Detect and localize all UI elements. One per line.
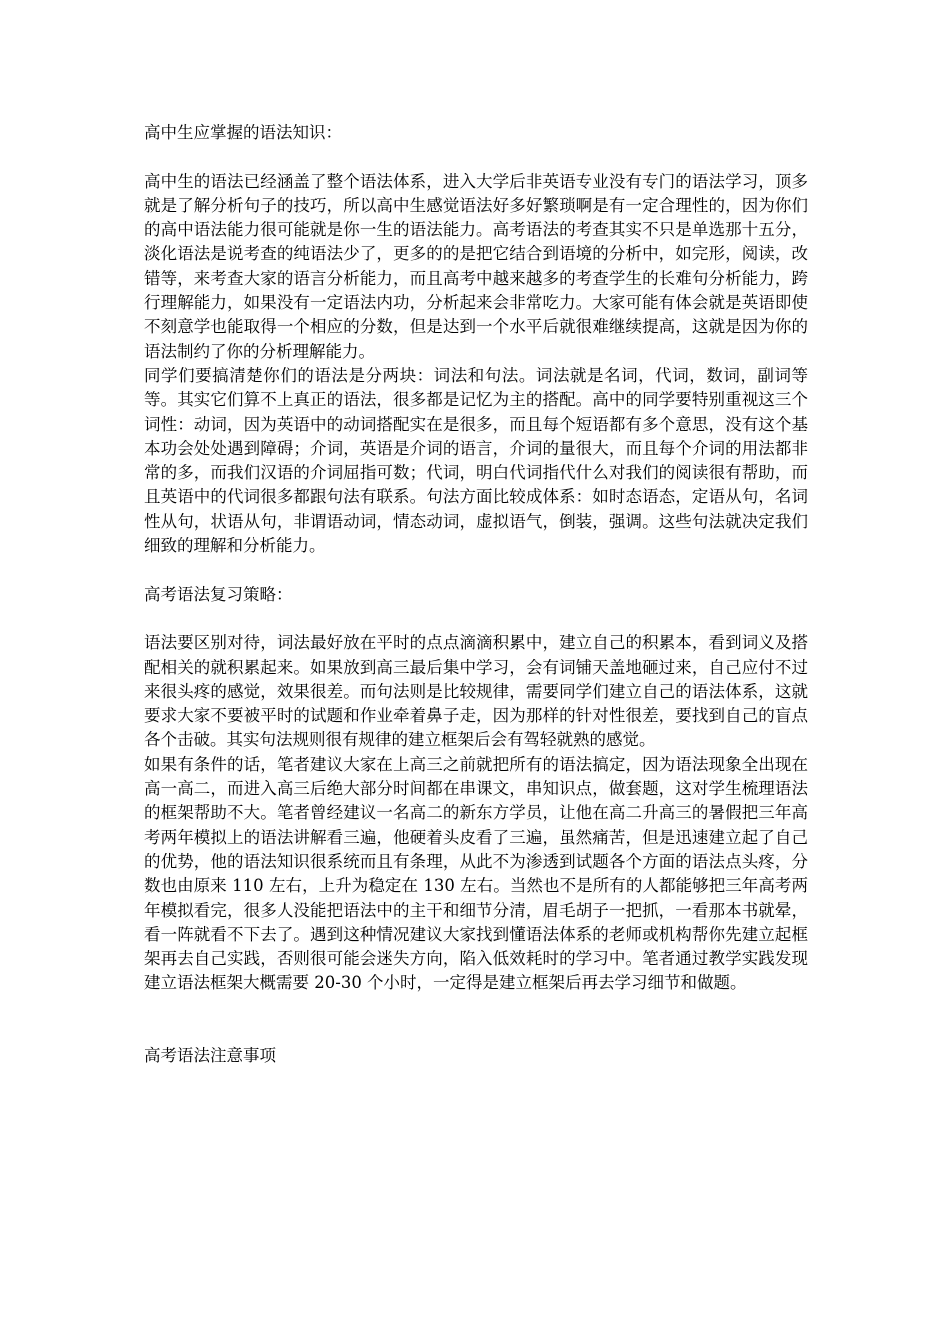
spacer bbox=[144, 145, 808, 169]
paragraph-review-method: 语法要区别对待，词法最好放在平时的点点滴滴积累中，建立自己的积累本，看到词义及搭配相关的就积累起来。如果放到高三最后集中学习，会有词铺天盖地砸过来，自己应付不过来很头疼的感觉，效果很差。而句法则是比较规律，需要同学们建立自己的语法体系，这就要求大家不要被平时的试题和作业牵着鼻子走，因为那样的针对性很差，要找到自己的盲点各个击破。其实句法规则很有规律的建立框架后会有驾轻就熟的感觉。 bbox=[144, 633, 808, 750]
section-heading-notes: 高考语法注意事项 bbox=[144, 1046, 276, 1066]
paragraph-author-advice: 如果有条件的话，笔者建议大家在上高三之前就把所有的语法搞定，因为语法现象全出现在高一高二，而进入高三后绝大部分时间都在串课文，串知识点，做套题，这对学生梳理语法的框架帮助不大。笔者曾经建议一名高二的新东方学员，让他在高二升高三的暑假把三年高考两年模拟上的语法讲解看三遍，他硬着头皮看了三遍，虽然痛苦，但是迅速建立起了自己的优势，他的语法知识很系统而且有条理，从此不为渗透到试题各个方面的语法点头疼，分数也由原来 110 左右，上升为稳定在 130 左右。当然也不是所有的人都能够把三年高考两年模拟看完，很多人没能把语法中的主干和细节分清，眉毛胡子一把抓，一看那本书就晕，看一阵就看不下去了。遇到这种情况建议大家找到懂语法体系的老师或机构帮你先建立起框架再去自己实践，否则很可能会迷失方向，陷入低效耗时的学习中。笔者通过教学实践发现建立语法框架大概需要 20-30 个小时，一定得是建立框架后再去学习细节和做题。 bbox=[144, 754, 808, 993]
spacer bbox=[144, 607, 808, 631]
spacer bbox=[144, 996, 808, 1045]
document-body bbox=[144, 121, 808, 1069]
section-heading-grammar-knowledge: 高中生应掌握的语法知识： bbox=[144, 123, 342, 142]
section-heading-review-strategy: 高考语法复习策略： bbox=[144, 584, 293, 604]
paragraph-grammar-overview: 高中生的语法已经涵盖了整个语法体系，进入大学后非英语专业没有专门的语法学习，顶多就是了解分析句子的技巧，所以高中生感觉语法好多好繁琐啊是有一定合理性的，因为你们的高中语法能力很可能就是你一生的语法能力。高考语法的考查其实不只是单选那十五分，淡化语法是说考查的纯语法少了，更多的的是把它结合到语境的分析中，如完形，阅读，改错等，来考查大家的语言分析能力，而且高考中越来越多的考查学生的长难句分析能力，跨行理解能力，如果没有一定语法内功，分析起来会非常吃力。大家可能有体会就是英语即使不刻意学也能取得一个相应的分数，但是达到一个水平后就很难继续提高，这就是因为你的语法制约了你的分析理解能力。 bbox=[144, 171, 808, 361]
spacer bbox=[144, 558, 808, 582]
paragraph-morphology-syntax: 同学们要搞清楚你们的语法是分两块：词法和句法。词法就是名词，代词，数词，副词等等。其实它们算不上真正的语法，很多都是记忆为主的搭配。高中的同学要特别重视这三个词性：动词，因为英语中的动词搭配实在是很多，而且每个短语都有多个意思，没有这个基本功会处处遇到障碍；介词，英语是介词的语言，介词的量很大，而且每个介词的用法都非常的多，而我们汉语的介词屈指可数；代词，明白代词指代什么对我们的阅读很有帮助，而且英语中的代词很多都跟句法有联系。句法方面比较成体系：如时态语态，定语从句，名词性从句，状语从句，非谓语动词，情态动词，虚拟语气，倒装，强调。这些句法就决定我们细致的理解和分析能力。 bbox=[144, 365, 808, 556]
